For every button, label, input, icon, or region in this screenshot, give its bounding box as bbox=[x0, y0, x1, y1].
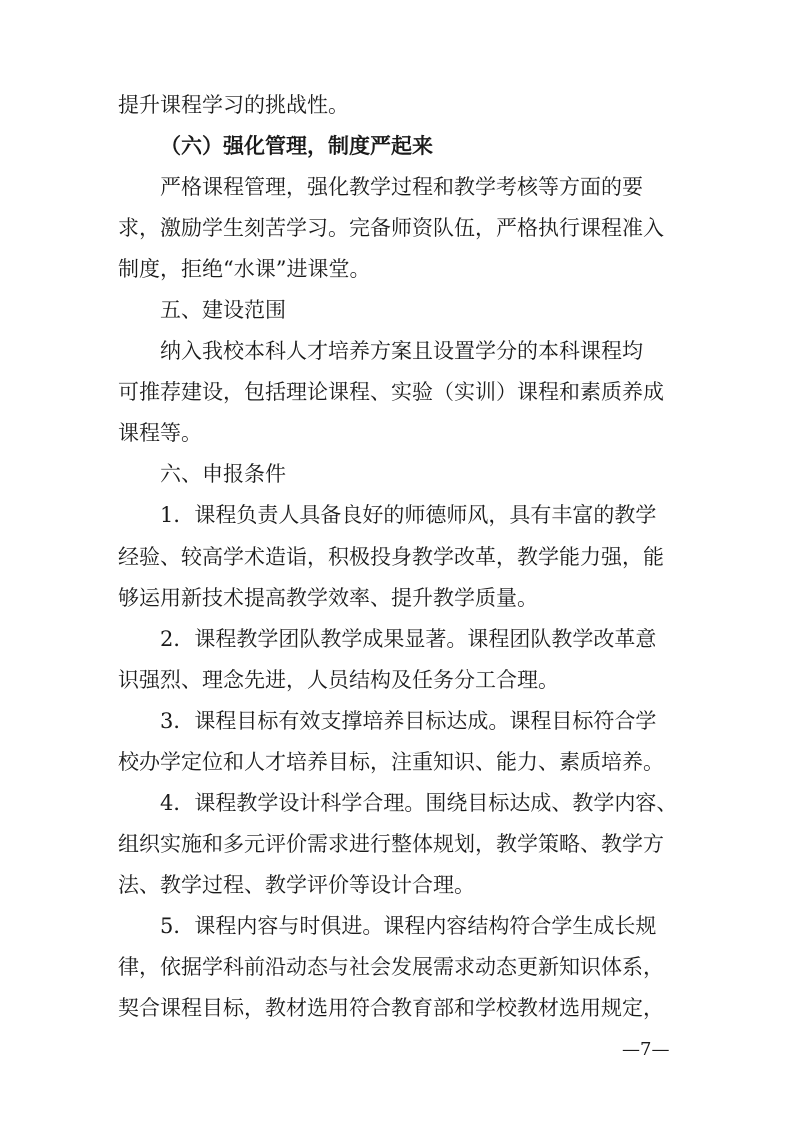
list-item-2-line: 2．课程教学团队教学成果显著。课程团队教学改革意 bbox=[160, 627, 657, 651]
list-item-3-line: 校办学定位和人才培养目标，注重知识、能力、素质培养。 bbox=[118, 750, 664, 774]
section-heading-five: 五、建设范围 bbox=[160, 298, 286, 322]
paragraph-line: 可推荐建设，包括理论课程、实验（实训）课程和素质养成 bbox=[118, 380, 664, 404]
section-heading-6: （六）强化管理，制度严起来 bbox=[160, 134, 433, 158]
list-item-5-line: 契合课程目标，教材选用符合教育部和学校教材选用规定， bbox=[118, 996, 664, 1020]
page-number: —7— bbox=[622, 1039, 670, 1060]
list-item-5-line: 5．课程内容与时俱进。课程内容结构符合学生成长规 bbox=[160, 914, 657, 938]
list-item-3-line: 3．课程目标有效支撑培养目标达成。课程目标符合学 bbox=[160, 709, 657, 733]
list-item-1-line: 1．课程负责人具备良好的师德师风，具有丰富的教学 bbox=[160, 503, 657, 527]
list-item-1-line: 够运用新技术提高教学效率、提升教学质量。 bbox=[118, 586, 538, 610]
paragraph-line: 求，激励学生刻苦学习。完备师资队伍，严格执行课程准入 bbox=[118, 216, 664, 240]
list-item-2-line: 识强烈、理念先进，人员结构及任务分工合理。 bbox=[118, 668, 559, 692]
list-item-4-line: 4．课程教学设计科学合理。围绕目标达成、教学内容、 bbox=[160, 791, 678, 815]
list-item-4-line: 法、教学过程、教学评价等设计合理。 bbox=[118, 873, 475, 897]
paragraph-line: 课程等。 bbox=[118, 421, 202, 445]
section-heading-six: 六、申报条件 bbox=[160, 462, 286, 486]
paragraph-line: 严格课程管理，强化教学过程和教学考核等方面的要 bbox=[160, 175, 643, 199]
list-item-4-line: 组织实施和多元评价需求进行整体规划，教学策略、教学方 bbox=[118, 832, 664, 856]
paragraph-line: 制度，拒绝“水课”进课堂。 bbox=[118, 257, 371, 281]
list-item-1-line: 经验、较高学术造诣，积极投身教学改革，教学能力强，能 bbox=[118, 545, 664, 569]
list-item-5-line: 律，依据学科前沿动态与社会发展需求动态更新知识体系， bbox=[118, 955, 664, 979]
paragraph-line: 纳入我校本科人才培养方案且设置学分的本科课程均 bbox=[160, 339, 643, 363]
paragraph-line: 提升课程学习的挑战性。 bbox=[118, 93, 349, 117]
